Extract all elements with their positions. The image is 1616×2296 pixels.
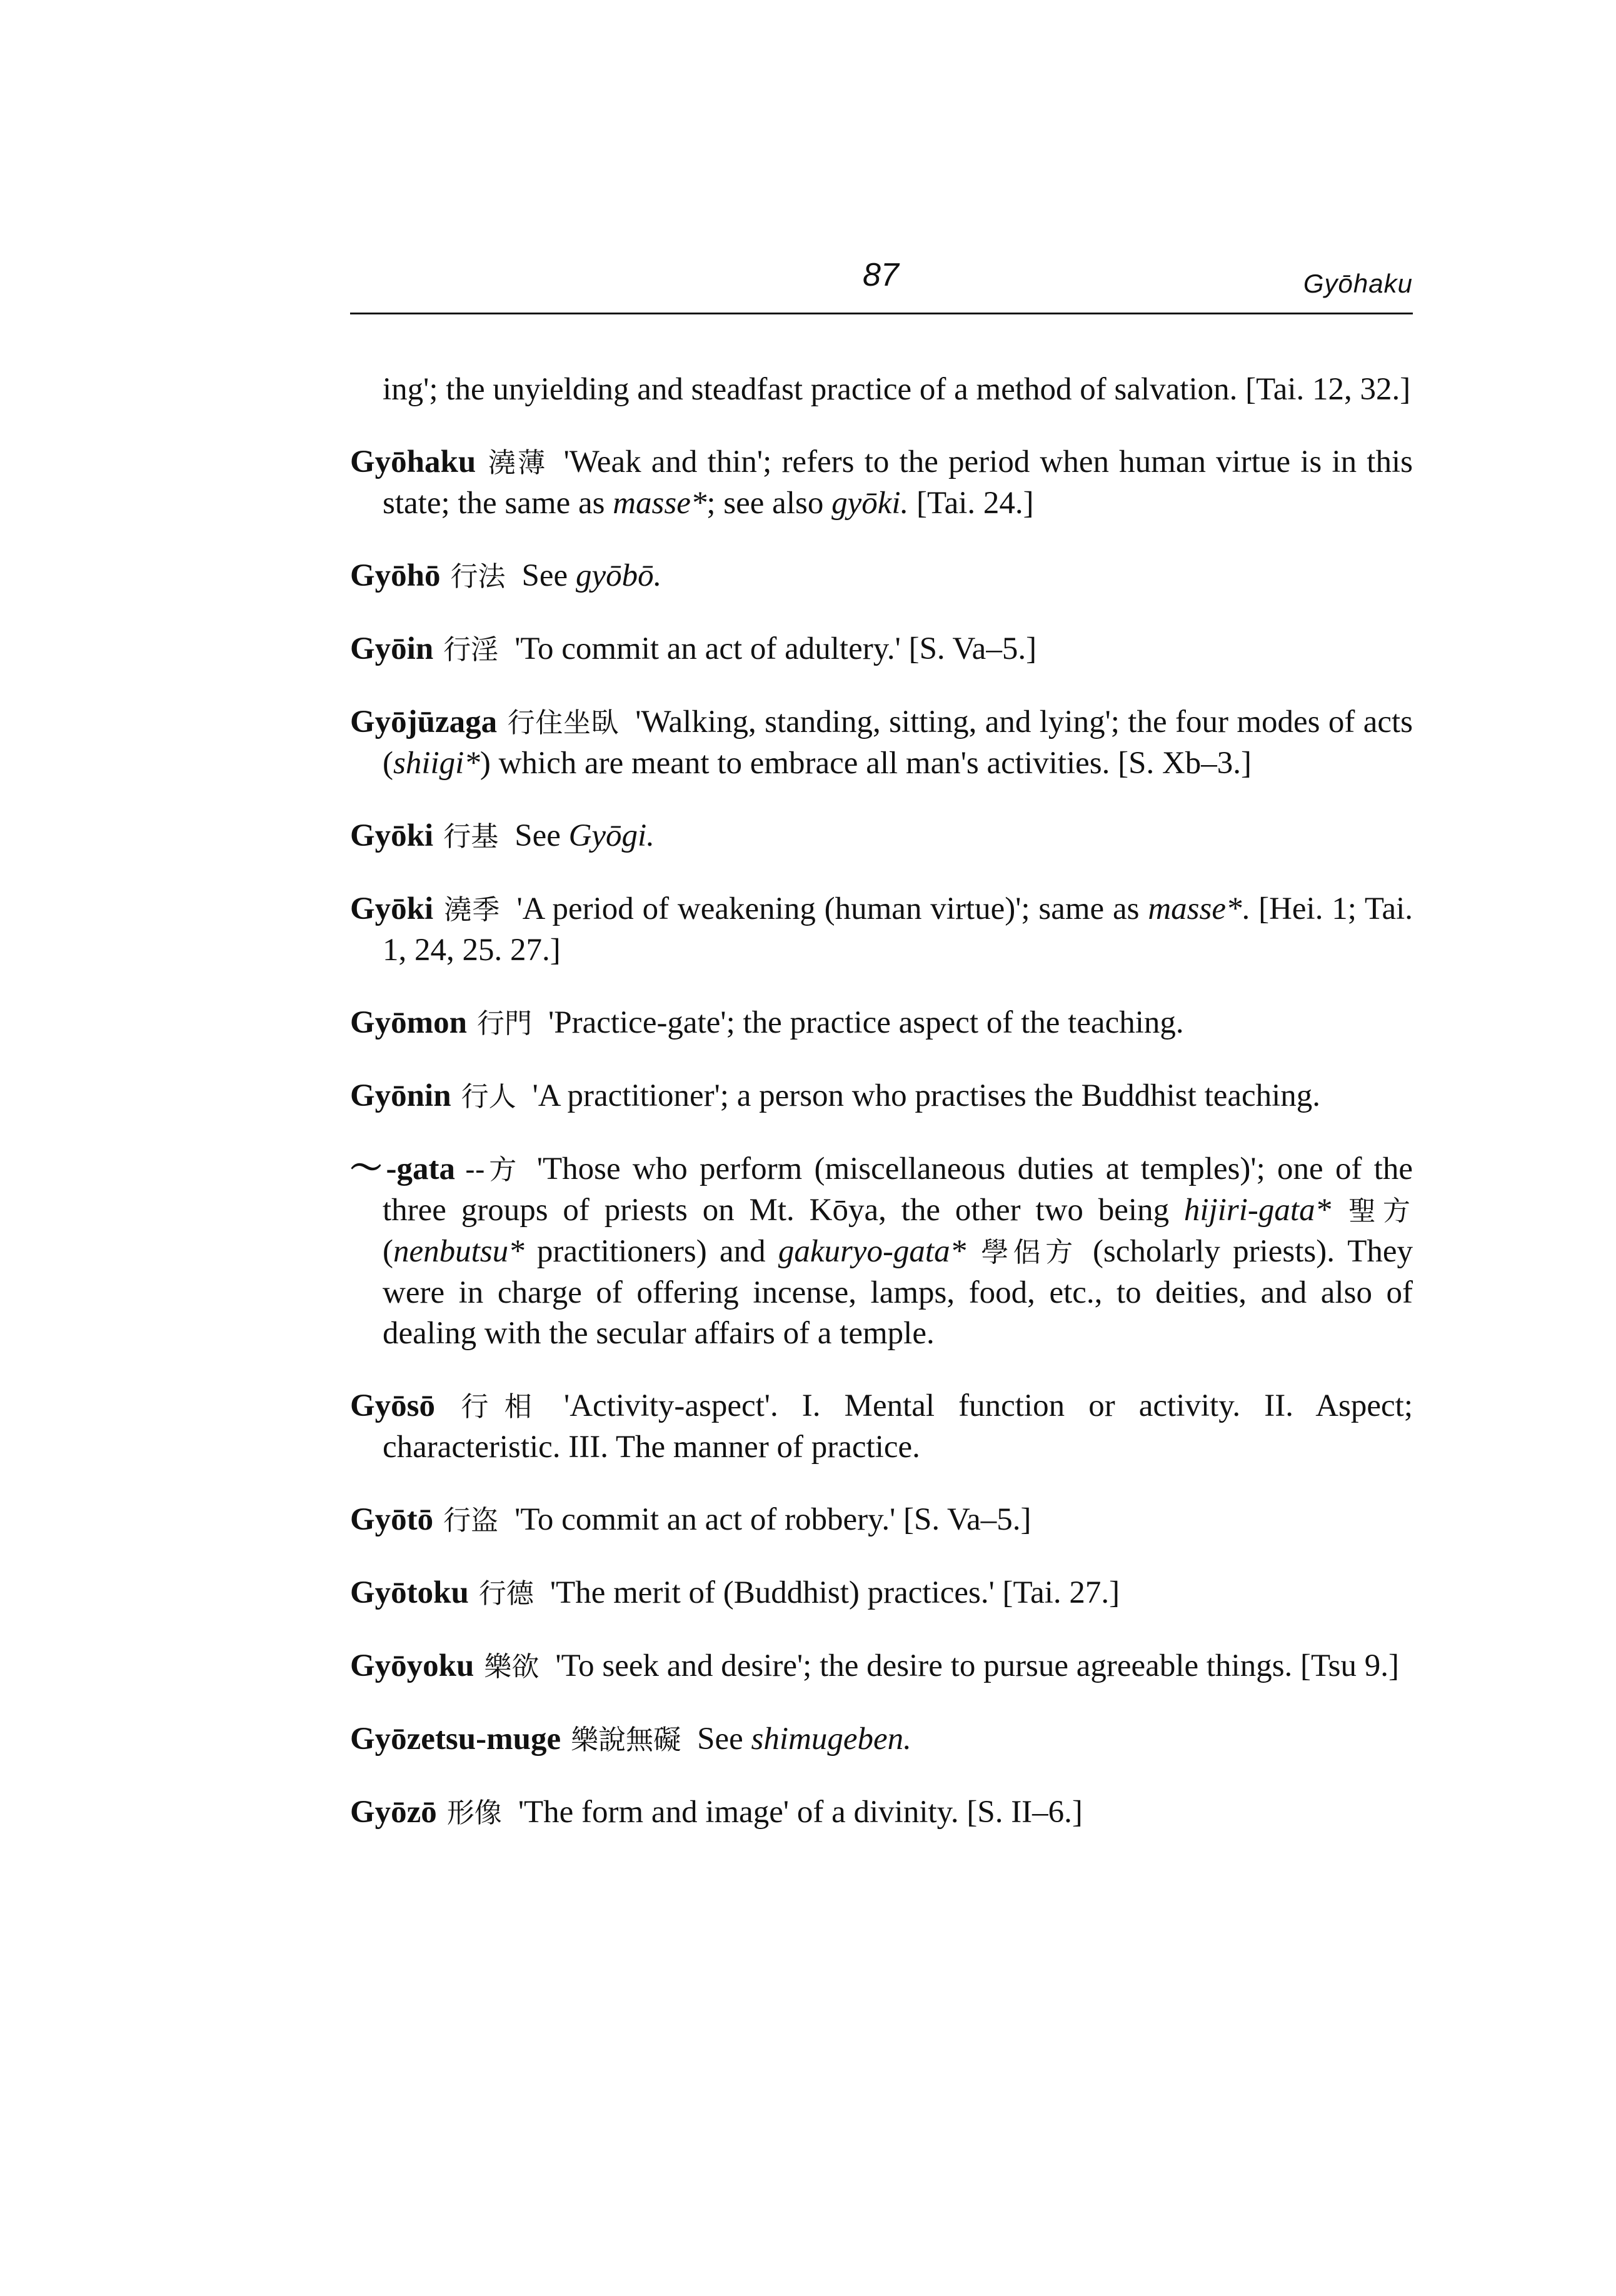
definition: 'Activity-aspect'. I. Mental function or activity. II. Aspect; characteristic. III. The manner of practice. [383, 1388, 1413, 1465]
definition: 'Those who perform (miscellaneous duties at temples)'; one of the three groups of priests on Mt. Kōya, the other two being [383, 1151, 1413, 1228]
kanji: 樂欲 [484, 1651, 540, 1683]
definition: 'Walking, standing, sitting, and lying'; the four modes of acts ( [383, 704, 1413, 781]
definition: 'To seek and desire'; the desire to pursue agreeable things. [Tsu 9.] [555, 1648, 1399, 1683]
entry-gyoin [350, 629, 1413, 670]
headword: Gyōyoku [350, 1648, 474, 1683]
headword: Gyōki [350, 818, 434, 853]
entry-gyonin [350, 1076, 1413, 1117]
kanji: 樂說無礙 [571, 1724, 681, 1756]
entry-gyoso [350, 1386, 1413, 1468]
definition: 'A period of weakening (human virtue)'; same as [516, 891, 1148, 926]
cross-reference: hijiri-gata* [1183, 1193, 1332, 1228]
entry-gyoki-1 [350, 816, 1413, 857]
headword: Gyōtoku [350, 1575, 469, 1610]
entry-gyonin-gata [350, 1149, 1413, 1354]
entry-continuation [350, 369, 1413, 410]
page-number: 87 [863, 257, 899, 293]
cross-reference: shimugeben. [751, 1722, 911, 1757]
definition: 'Practice-gate'; the practice aspect of the teaching. [548, 1005, 1184, 1040]
running-head: Gyōhaku [1303, 269, 1413, 298]
kanji: 行相 [445, 1391, 548, 1423]
cross-reference: gyōki. [831, 486, 909, 521]
definition: ; see also [706, 486, 832, 521]
cross-reference: nenbutsu* [393, 1234, 524, 1269]
headword: Gyōin [350, 631, 434, 666]
entry-gyotoku [350, 1573, 1413, 1614]
entry-gyoyoku [350, 1646, 1413, 1687]
entry-gyozetsu-muge [350, 1719, 1413, 1760]
headword: ～-gata [350, 1151, 455, 1186]
definition: ( [383, 1234, 393, 1269]
definition: See [514, 818, 569, 853]
cross-reference: shiigi* [393, 746, 480, 781]
cross-reference: masse* [613, 486, 707, 521]
headword: Gyōmon [350, 1005, 468, 1040]
entry-gyoki-2 [350, 889, 1413, 971]
kanji: 學侶方 [981, 1236, 1078, 1268]
definition: 'To commit an act of adultery.' [S. Va–5.] [514, 631, 1037, 666]
definition: ) which are meant to embrace all man's activities. [S. Xb–3.] [479, 746, 1252, 781]
definition: 'The merit of (Buddhist) practices.' [Tai. 27.] [550, 1575, 1120, 1610]
kanji: 行人 [461, 1081, 516, 1113]
entry-gyojuzaga [350, 702, 1413, 784]
entry-gyohaku [350, 442, 1413, 524]
definition: 'A practitioner'; a person who practises the Buddhist teaching. [532, 1078, 1321, 1113]
kanji: 澆薄 [486, 447, 548, 479]
entry-gyozo [350, 1792, 1413, 1833]
headword: Gyōsō [350, 1388, 436, 1423]
kanji: 行淫 [443, 634, 499, 666]
definition: (scholarly priests). They were in charge of offering incense, lamps, food, etc., to deities, and also of dealing with the secular affairs of a temple. [383, 1234, 1413, 1351]
cross-reference: Gyōgi. [568, 818, 655, 853]
definition: practitioners) and [524, 1234, 778, 1269]
kanji: 聖方 [1348, 1195, 1411, 1227]
definition: See [697, 1722, 751, 1757]
kanji: 形像 [446, 1797, 502, 1829]
definition: See [521, 558, 576, 593]
headword: Gyōjūzaga [350, 704, 498, 739]
entry-gyoto [350, 1500, 1413, 1541]
headword: Gyōnin [350, 1078, 451, 1113]
headword: Gyōhō [350, 558, 441, 593]
cross-reference: gyōbō. [575, 558, 662, 593]
definition: 'Weak and thin'; refers to the period when human virtue is in this state; the same as [383, 444, 1413, 521]
entry-gyoho [350, 556, 1413, 597]
definition: [Tai. 24.] [908, 486, 1034, 521]
headword: Gyōki [350, 891, 434, 926]
kanji: 行法 [450, 561, 506, 593]
page-header [350, 256, 1413, 313]
headword: Gyōtō [350, 1502, 434, 1537]
definition: 'To commit an act of robbery.' [S. Va–5.] [514, 1502, 1031, 1537]
continuation-text: ing'; the unyielding and steadfast practice of a method of salvation. [Tai. 12, 32.] [383, 372, 1411, 407]
header-rule [350, 313, 1413, 314]
kanji: --方 [464, 1154, 521, 1186]
entry-list [350, 338, 1413, 1845]
headword: Gyōhaku [350, 444, 476, 479]
kanji: 行門 [477, 1008, 533, 1040]
cross-reference: masse* [1148, 891, 1242, 926]
cross-reference: gakuryo-gata* [778, 1234, 966, 1269]
kanji: 澆季 [443, 894, 501, 926]
kanji: 行住坐臥 [507, 707, 620, 739]
definition: 'The form and image' of a divinity. [S. II–6.] [518, 1795, 1083, 1830]
kanji: 行德 [478, 1578, 534, 1610]
kanji: 行盗 [443, 1505, 499, 1537]
entry-gyomon [350, 1003, 1413, 1044]
headword: Gyōzetsu-muge [350, 1722, 561, 1757]
definition: . [Hei. 1; Tai. 1, 24, 25. 27.] [383, 891, 1413, 968]
kanji: 行基 [443, 821, 499, 853]
headword: Gyōzō [350, 1795, 437, 1830]
